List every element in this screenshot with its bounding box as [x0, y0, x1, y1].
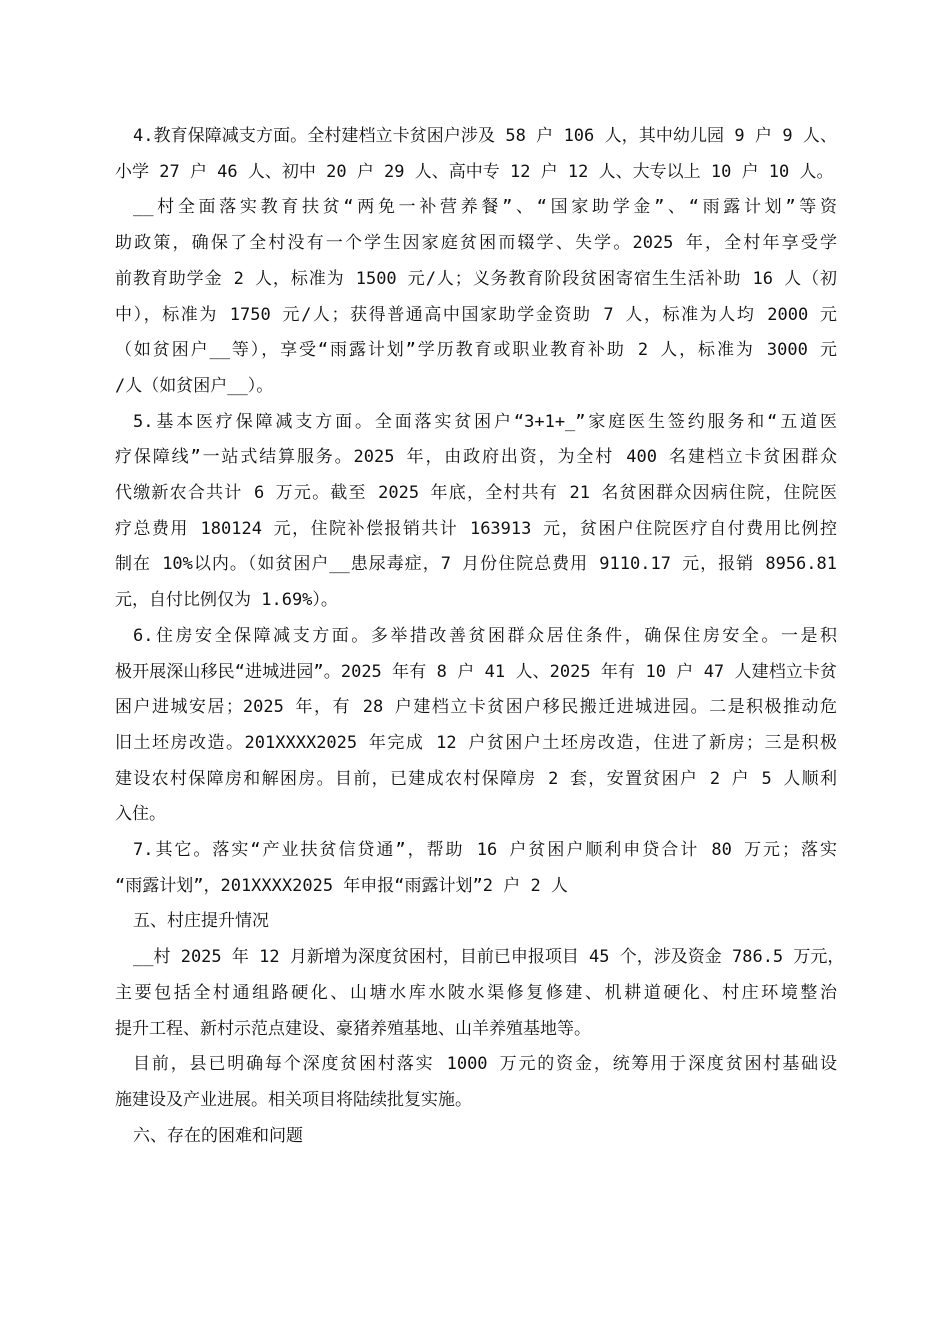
text-line: 旧土坯房改造。201XXXX2025 年完成 12 户贫困户土坯房改造，住进了新房；三是积极	[115, 732, 837, 753]
text-line: 助政策，确保了全村没有一个学生因家庭贫困而辍学、失学。2025 年，全村年享受学	[115, 233, 837, 254]
text-line: 4.教育保障减支方面。全村建档立卡贫困户涉及 58 户 106 人，其中幼儿园 9 户 9 人、	[133, 126, 837, 146]
text-line: 制在 10%以内。（如贫困户__患尿毒症，7 月份住院总费用 9110.17 元，报销 8956.81	[115, 554, 837, 575]
paragraph	[115, 833, 837, 904]
text-line: 施建设及产业进展。相关项目将陆续批复实施。	[115, 1089, 472, 1110]
text-line: 极开展深山移民“进城进园”。2025 年有 8 户 41 人、2025 年有 10 户 47 人建档立卡贫	[115, 661, 837, 682]
text-line: 5.基本医疗保障减支方面。全面落实贫困户“3+1+_”家庭医生签约服务和“五道医	[133, 411, 837, 432]
text-line: 目前，县已明确每个深度贫困村落实 1000 万元的资金，统筹用于深度贫困村基础设	[133, 1054, 837, 1075]
text-line: 前教育助学金 2 人，标准为 1500 元/人；义务教育阶段贫困寄宿生生活补助 16 人（初	[115, 268, 837, 289]
paragraph	[115, 1047, 837, 1118]
text-line: 疗总费用 180124 元，住院补偿报销共计 163913 元，贫困户住院医疗自付费用比例控	[115, 518, 837, 539]
text-line: 小学 27 户 46 人、初中 20 户 29 人、高中专 12 户 12 人、大专以上 10 户 10 人。	[115, 161, 834, 182]
text-line: __村 2025 年 12 月新增为深度贫困村，目前已申报项目 45 个，涉及资金 786.5 万元，	[133, 947, 845, 968]
text-line: 入住。	[115, 804, 166, 825]
text-line: 中），标准为 1750 元/人；获得普通高中国家助学金资助 7 人，标准为人均 2000 元	[115, 304, 837, 325]
section-heading: 五、村庄提升情况	[133, 911, 269, 932]
text-line: 主要包括全村通组路硬化、山塘水库水陂水渠修复修建、机耕道硬化、村庄环境整治	[115, 982, 837, 1003]
text-line: /人（如贫困户__）。	[115, 375, 274, 396]
paragraph	[115, 619, 837, 833]
text-line: “雨露计划”，201XXXX2025 年申报“雨露计划”2 户 2 人	[115, 875, 568, 896]
text-line: 6.住房安全保障减支方面。多举措改善贫困群众居住条件，确保住房安全。一是积	[133, 625, 837, 646]
paragraph	[115, 119, 837, 190]
text-line: 代缴新农合共计 6 万元。截至 2025 年底，全村共有 21 名贫困群众因病住院，住院医	[115, 483, 837, 504]
text-line: __村全面落实教育扶贫“两免一补营养餐”、“国家助学金”、“雨露计划”等资	[133, 197, 837, 218]
document-body	[115, 119, 845, 1154]
text-line: 疗保障线”一站式结算服务。2025 年，由政府出资，为全村 400 名建档立卡贫困群众	[115, 447, 837, 468]
paragraph	[115, 190, 837, 404]
text-line: 困户进城安居；2025 年，有 28 户建档立卡贫困户移民搬迁进城进园。二是积极推动危	[115, 697, 837, 718]
text-line: 7.其它。落实“产业扶贫信贷通”，帮助 16 户贫困户顺利申贷合计 80 万元；落实	[133, 840, 837, 861]
text-line: 元，自付比例仅为 1.69%）。	[115, 590, 338, 611]
paragraph	[115, 940, 845, 1047]
text-line: 提升工程、新村示范点建设、豪猪养殖基地、山羊养殖基地等。	[115, 1018, 591, 1039]
text-line: （如贫困户__等），享受“雨露计划”学历教育或职业教育补助 2 人，标准为 3000 元	[115, 340, 837, 361]
section-heading: 六、存在的困难和问题	[133, 1125, 303, 1146]
text-line: 建设农村保障房和解困房。目前，已建成农村保障房 2 套，安置贫困户 2 户 5 人顺利	[115, 768, 837, 789]
paragraph	[115, 405, 837, 619]
